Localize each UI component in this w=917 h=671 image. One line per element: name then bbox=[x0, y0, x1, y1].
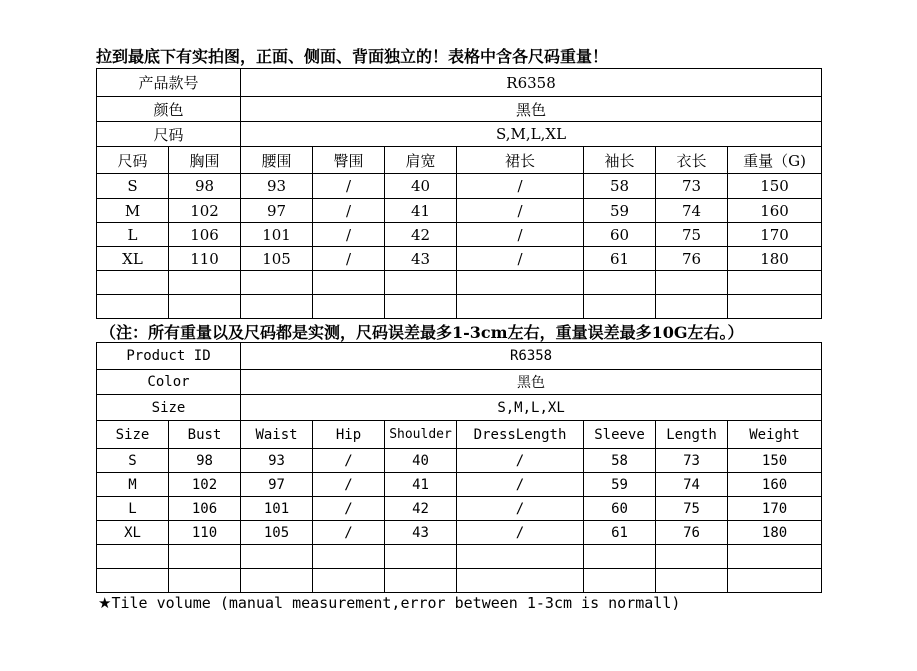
table-cell bbox=[241, 569, 313, 593]
table-cell: L bbox=[97, 497, 169, 521]
table-cell: 42 bbox=[385, 497, 457, 521]
measure-section bbox=[97, 421, 822, 593]
table-cell: 60 bbox=[584, 223, 656, 247]
info-label: Size bbox=[97, 395, 241, 421]
table-row bbox=[97, 473, 822, 497]
table-cell bbox=[97, 271, 169, 295]
info-row-size bbox=[97, 122, 822, 147]
table-row bbox=[97, 497, 822, 521]
table-cell: 180 bbox=[728, 247, 822, 271]
english-measurement-note bbox=[98, 594, 680, 612]
info-label: Color bbox=[97, 370, 241, 395]
top-note: 拉到最底下有实拍图，正面、侧面、背面独立的！表格中含各尺码重量！ bbox=[96, 47, 609, 66]
table-cell bbox=[385, 271, 457, 295]
column-header: Hip bbox=[313, 421, 385, 449]
measurement-note: （注：所有重量以及尺码都是实测，尺码误差最多1-3cm左右，重量误差最多10G左右。） bbox=[100, 323, 744, 342]
table-cell: 106 bbox=[169, 223, 241, 247]
column-header: 衣长 bbox=[656, 147, 728, 174]
table-cell: / bbox=[313, 247, 385, 271]
table-cell: 98 bbox=[169, 449, 241, 473]
table-row bbox=[97, 247, 822, 271]
info-section bbox=[97, 343, 822, 421]
table-cell bbox=[457, 545, 584, 569]
table-cell: / bbox=[457, 497, 584, 521]
column-header: 尺码 bbox=[97, 147, 169, 174]
info-value: 黑色 bbox=[241, 370, 822, 395]
table-cell bbox=[241, 295, 313, 319]
table-cell: / bbox=[457, 449, 584, 473]
table-cell bbox=[656, 545, 728, 569]
table-cell bbox=[457, 295, 584, 319]
table-row-empty bbox=[97, 569, 822, 593]
column-header: Length bbox=[656, 421, 728, 449]
table-cell: / bbox=[313, 223, 385, 247]
table-cell: 40 bbox=[385, 449, 457, 473]
table-cell: 150 bbox=[728, 449, 822, 473]
table-cell: 75 bbox=[656, 223, 728, 247]
table-cell bbox=[728, 545, 822, 569]
table-cell: 76 bbox=[656, 247, 728, 271]
table-cell bbox=[728, 271, 822, 295]
table-cell bbox=[313, 569, 385, 593]
table-row bbox=[97, 199, 822, 223]
table-cell: 59 bbox=[584, 199, 656, 223]
info-section bbox=[97, 69, 822, 147]
table-cell: 74 bbox=[656, 199, 728, 223]
table-cell: 105 bbox=[241, 521, 313, 545]
table-cell bbox=[584, 295, 656, 319]
table-cell bbox=[584, 271, 656, 295]
table-cell: 106 bbox=[169, 497, 241, 521]
table-cell: 98 bbox=[169, 174, 241, 199]
column-header: DressLength bbox=[457, 421, 584, 449]
table-cell: 102 bbox=[169, 199, 241, 223]
table-cell: 102 bbox=[169, 473, 241, 497]
info-label: 尺码 bbox=[97, 122, 241, 147]
column-header: Weight bbox=[728, 421, 822, 449]
table-cell bbox=[241, 545, 313, 569]
table-cell bbox=[169, 271, 241, 295]
table-cell bbox=[728, 295, 822, 319]
table-cell: 59 bbox=[584, 473, 656, 497]
column-header: Sleeve bbox=[584, 421, 656, 449]
info-value: R6358 bbox=[241, 69, 822, 97]
table-cell: 110 bbox=[169, 521, 241, 545]
table-cell: / bbox=[457, 521, 584, 545]
info-row-color bbox=[97, 97, 822, 122]
table-row-empty bbox=[97, 295, 822, 319]
measure-section bbox=[97, 147, 822, 319]
table-cell: 150 bbox=[728, 174, 822, 199]
column-header: Shoulder bbox=[385, 421, 457, 449]
table-cell: / bbox=[457, 247, 584, 271]
info-label: 产品款号 bbox=[97, 69, 241, 97]
header-row bbox=[97, 147, 822, 174]
info-label: 颜色 bbox=[97, 97, 241, 122]
table-cell: / bbox=[313, 497, 385, 521]
table-cell: / bbox=[457, 223, 584, 247]
table-cell: 41 bbox=[385, 473, 457, 497]
table-cell: 105 bbox=[241, 247, 313, 271]
table-cell: M bbox=[97, 199, 169, 223]
table-cell: 101 bbox=[241, 497, 313, 521]
column-header: 裙长 bbox=[457, 147, 584, 174]
table-cell: / bbox=[457, 174, 584, 199]
info-row-product-id bbox=[97, 69, 822, 97]
table-cell bbox=[97, 545, 169, 569]
table-cell: 73 bbox=[656, 449, 728, 473]
column-header: Waist bbox=[241, 421, 313, 449]
table-cell: 40 bbox=[385, 174, 457, 199]
info-value: 黑色 bbox=[241, 97, 822, 122]
table-cell: 93 bbox=[241, 174, 313, 199]
table-cell: 170 bbox=[728, 223, 822, 247]
table-cell bbox=[97, 569, 169, 593]
table-cell: / bbox=[313, 473, 385, 497]
info-value: R6358 bbox=[241, 343, 822, 370]
header-row bbox=[97, 421, 822, 449]
table-cell bbox=[656, 295, 728, 319]
table-cell bbox=[728, 569, 822, 593]
table-cell bbox=[169, 569, 241, 593]
table-cell: 74 bbox=[656, 473, 728, 497]
table-cell bbox=[385, 545, 457, 569]
table-cell bbox=[457, 569, 584, 593]
table-cell bbox=[313, 271, 385, 295]
table-cell bbox=[169, 545, 241, 569]
table-cell: / bbox=[313, 199, 385, 223]
table-cell: 160 bbox=[728, 199, 822, 223]
table-cell: 75 bbox=[656, 497, 728, 521]
column-header: Bust bbox=[169, 421, 241, 449]
table-row-empty bbox=[97, 271, 822, 295]
column-header: 重量（G) bbox=[728, 147, 822, 174]
info-row-product-id bbox=[97, 343, 822, 370]
table-row bbox=[97, 521, 822, 545]
table-cell: 73 bbox=[656, 174, 728, 199]
star-icon: ★ bbox=[98, 594, 112, 612]
table-row-empty bbox=[97, 545, 822, 569]
info-row-size bbox=[97, 395, 822, 421]
table-cell: / bbox=[313, 174, 385, 199]
table-cell bbox=[169, 295, 241, 319]
table-cell: M bbox=[97, 473, 169, 497]
table-row bbox=[97, 174, 822, 199]
table-row bbox=[97, 223, 822, 247]
info-label: Product ID bbox=[97, 343, 241, 370]
column-header: 臀围 bbox=[313, 147, 385, 174]
table-cell: 101 bbox=[241, 223, 313, 247]
table-cell bbox=[656, 271, 728, 295]
table-cell: 41 bbox=[385, 199, 457, 223]
table-cell: L bbox=[97, 223, 169, 247]
column-header: 胸围 bbox=[169, 147, 241, 174]
table-cell bbox=[385, 569, 457, 593]
table-cell: / bbox=[457, 473, 584, 497]
table-cell bbox=[457, 271, 584, 295]
info-value: S,M,L,XL bbox=[241, 395, 822, 421]
table-cell: 97 bbox=[241, 473, 313, 497]
table-row bbox=[97, 449, 822, 473]
column-header: 腰围 bbox=[241, 147, 313, 174]
table-cell bbox=[313, 545, 385, 569]
table-cell: 76 bbox=[656, 521, 728, 545]
table-cell: 61 bbox=[584, 521, 656, 545]
column-header: 肩宽 bbox=[385, 147, 457, 174]
column-header: 袖长 bbox=[584, 147, 656, 174]
info-row-color bbox=[97, 370, 822, 395]
table-cell: 58 bbox=[584, 449, 656, 473]
table-cell bbox=[241, 271, 313, 295]
table-cell: S bbox=[97, 449, 169, 473]
table-cell: / bbox=[457, 199, 584, 223]
table-cell bbox=[584, 569, 656, 593]
table-cell: 58 bbox=[584, 174, 656, 199]
info-value: S,M,L,XL bbox=[241, 122, 822, 147]
table-cell: 43 bbox=[385, 247, 457, 271]
table-cell bbox=[385, 295, 457, 319]
table-cell bbox=[656, 569, 728, 593]
table-cell: XL bbox=[97, 521, 169, 545]
table-cell: 110 bbox=[169, 247, 241, 271]
table-cell: / bbox=[313, 521, 385, 545]
column-header: Size bbox=[97, 421, 169, 449]
table-cell: 42 bbox=[385, 223, 457, 247]
table-cell: XL bbox=[97, 247, 169, 271]
size-table-english bbox=[96, 342, 822, 593]
table-cell: 180 bbox=[728, 521, 822, 545]
table-cell: 97 bbox=[241, 199, 313, 223]
table-cell: / bbox=[313, 449, 385, 473]
table-cell bbox=[313, 295, 385, 319]
table-cell: 61 bbox=[584, 247, 656, 271]
size-table-chinese bbox=[96, 68, 822, 319]
table-cell: S bbox=[97, 174, 169, 199]
table-cell: 43 bbox=[385, 521, 457, 545]
note-text: Tile volume (manual measurement,error between 1-3cm is normall) bbox=[111, 594, 681, 612]
table-cell: 170 bbox=[728, 497, 822, 521]
table-cell bbox=[584, 545, 656, 569]
table-cell: 93 bbox=[241, 449, 313, 473]
table-cell bbox=[97, 295, 169, 319]
table-cell: 60 bbox=[584, 497, 656, 521]
table-cell: 160 bbox=[728, 473, 822, 497]
